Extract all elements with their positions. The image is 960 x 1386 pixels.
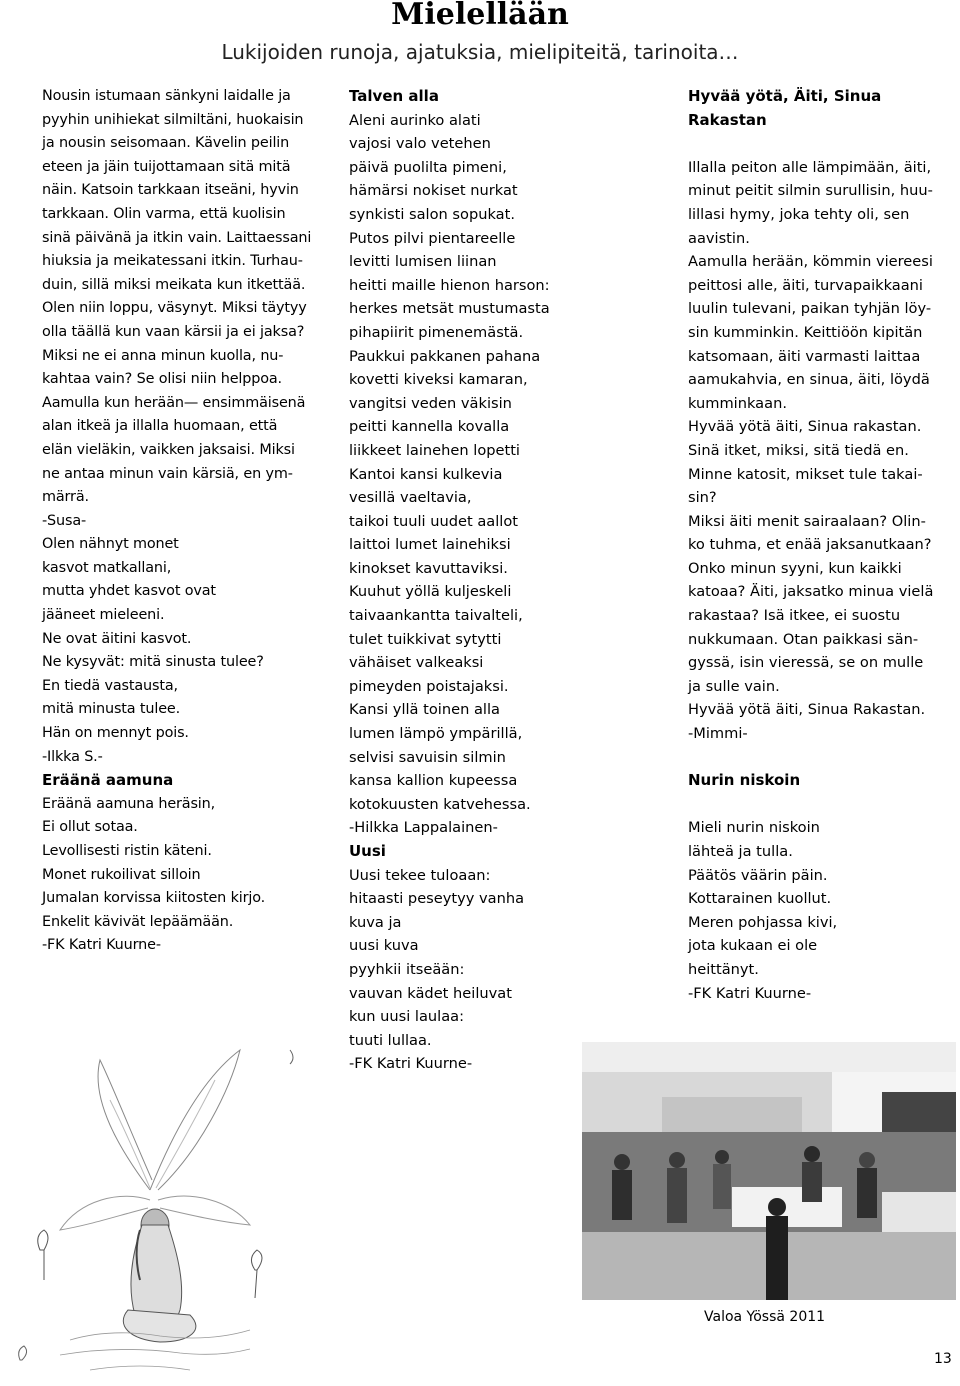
text-hyvaa-yota: Illalla peiton alle lämpimään, äiti, minut peitit silmin surullisin, huu- lillasi hymy, joka tehty oli, sen aavistin. Aamulla herään, kömmin viereesi peittosi alle, äiti, turvapaikkaani luulin tulevani, paikan tyhjän löy- sin kumminkin. Keittiöön kipitän katsomaan, äiti varmasti laittaa aamukahvia, en sinua, äiti, löydä kumminkaan. Hyvää yötä äiti, Sinua rakastan. Sinä itket, miksi, sitä tiedä en. Minne katosit, mikset tule takai- sin? Miksi äiti menit sairaalaan? Olin- ko tuhma, et enää jaksanutkaan? Onko minun syyni, kun kaikki katoaa? Äiti, jaksatko minua vielä rakastaa? Isä itkee, ei suostu nukkumaan. Otan paikkasi sän- gyssä, isin vieressä, se on mulle ja sulle vain. Hyvää yötä äiti, Sinua Rakastan. -Mimmi- xyxy=(688,158,934,743)
column-left xyxy=(42,85,342,958)
poem-title-talven-alla: Talven alla xyxy=(349,87,439,105)
stanza-1: Aleni aurinko alati vajosi valo vetehen päivä puolilta pimeni, hämärsi nokiset nurkat synkisti salon sopukat. xyxy=(349,111,518,223)
poem-nurin-niskoin: Mieli nurin niskoin lähteä ja tulla. Päätös väärin päin. Kottarainen kuollut. Meren pohjassa kivi, jota kukaan ei ole heittänyt. -FK Katri Kuurne- xyxy=(688,819,838,1002)
poem-eraana-aamuna: Eräänä aamuna heräsin, Ei ollut sotaa. Levollisesti ristin käteni. Monet rukoilivat silloin Jumalan korvissa kiitosten kirjo. Enkelit kävivät lepäämään. -FK Katri Kuurne- xyxy=(42,795,266,954)
poem-title-uusi: Uusi xyxy=(349,842,386,860)
poem-title-hyvaa-yota: Hyvää yötä, Äiti, Sinua Rakastan xyxy=(688,87,882,129)
column-right xyxy=(688,85,956,1005)
story-susa: Nousin istumaan sänkyni laidalle ja pyyhin unihiekat silmiltäni, huokaisin ja nousin seisomaan. Kävelin peilin eteen ja jäin tuijottamaan sitä mitä näin. Katsoin tarkkaan itseäni, hyvin tarkkaan. Olin varma, että kuolisin sinä päivänä ja itkin vain. Laittaessani hiuksia ja meikatessani itkin. Turhau- duin, sillä miksi meikata kun itkettää. Olen niin loppu, väsynyt. Miksi täytyy olla täällä kun vaan kärsii ja ei jaksa? Miksi ne ei anna minun kuolla, nu- kahtaa vain? Se olisi niin helppoa. Aamulla kun herään— ensimmäisenä alan itkeä ja illalla huomaan, että elän vieläkin, vaikken jaksaisi. Miksi ne antaa minun vain kärsiä, en ym- märrä. -Susa- xyxy=(42,88,312,529)
stanza-5: Kuuhut yöllä kuljeskeli taivaankantta taivalteli, tulet tuikkivat sytytti vähäiset valkeaksi pimeyden poistajaksi. xyxy=(349,583,523,695)
fairy-sketch-image xyxy=(0,1040,310,1380)
poem-title-nurin-niskoin: Nurin niskoin xyxy=(688,771,801,790)
page-title: Mielellään xyxy=(391,0,569,32)
stanza-6: Kansi yllä toinen alla lumen lämpö ympärillä, selvisi savuisin silmin kansa kallion kupeessa kotokuusten katvehessa. -Hilkka Lappalainen- xyxy=(349,701,531,837)
stanza-2: Putos pilvi pientareelle levitti lumisen liinan heitti maille hienon harson: herkes metsät mustumasta pihapiirit pimenemästä. xyxy=(349,229,550,341)
page-subtitle: Lukijoiden runoja, ajatuksia, mielipiteitä, tarinoita… xyxy=(221,40,739,64)
page-number: 13 xyxy=(934,1351,952,1367)
photo-caption: Valoa Yössä 2011 xyxy=(704,1309,826,1325)
poem-title-eraana-aamuna: Eräänä aamuna xyxy=(42,771,174,790)
poem-uusi: Uusi tekee tuloaan: hitaasti peseytyy vanha kuva ja uusi kuva pyyhkii itseään: vauvan kädet heiluvat kun uusi laulaa: tuuti lullaa. -FK Katri Kuurne- xyxy=(349,866,525,1073)
stanza-4: Kantoi kansi kulkevia vesillä vaeltavia, taikoi tuuli uudet aallot laittoi lumet lainehiksi kinokset kavuttaviksi. xyxy=(349,465,518,577)
column-middle xyxy=(349,85,589,1076)
poem-ilkka: Olen nähnyt monet kasvot matkallani, mutta yhdet kasvot ovat jääneet mieleeni. Ne ovat äitini kasvot. Ne kysyvät: mitä sinusta tulee? En tiedä vastausta, mitä minusta tulee. Hän on mennyt pois. -Ilkka S.- xyxy=(42,536,264,765)
event-photo xyxy=(582,1042,956,1300)
stanza-3: Paukkui pakkanen pahana kovetti kiveksi kamaran, vangitsi veden väkisin peitti kannella kovalla liikkeet lainehen lopetti xyxy=(349,347,541,459)
